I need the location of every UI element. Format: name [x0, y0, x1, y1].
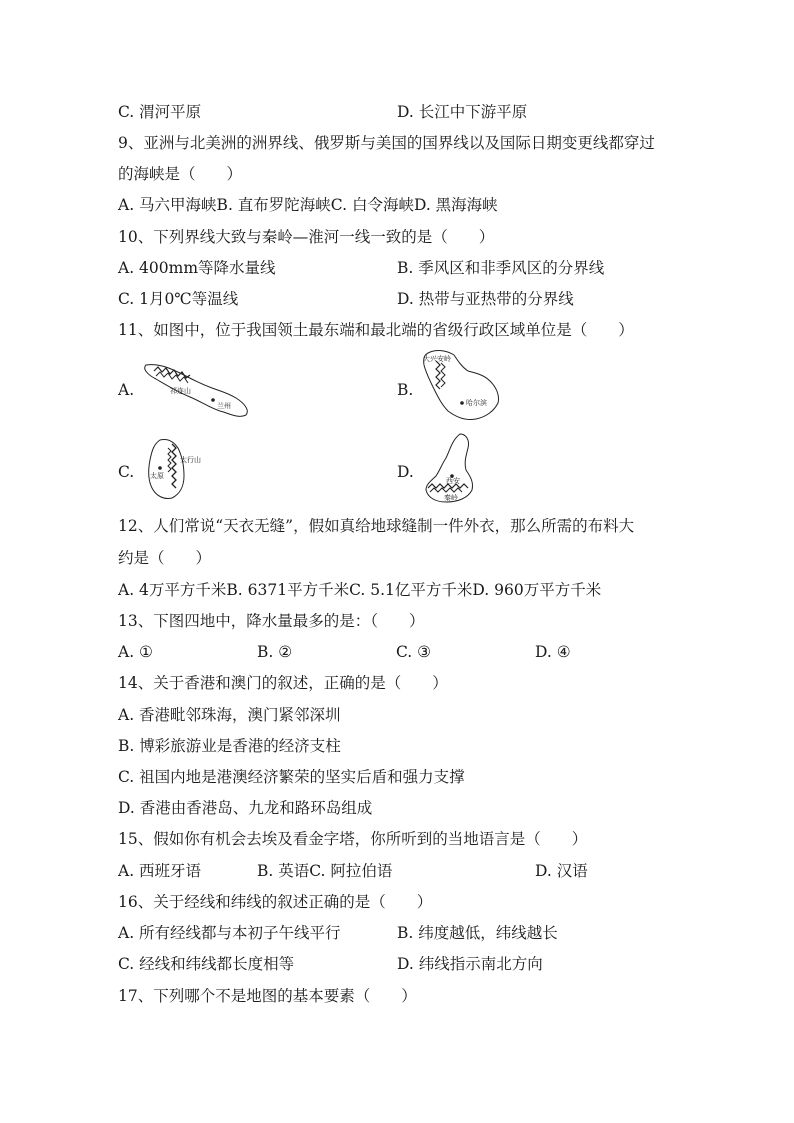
q13-option-a: A. ① — [118, 643, 153, 661]
q12-stem-line2: 约是（ ） — [118, 549, 212, 567]
q15-option-bc: B. 英语C. 阿拉伯语 — [257, 862, 393, 880]
q14-option-b: B. 博彩旅游业是香港的经济支柱 — [118, 737, 341, 755]
q14-option-a: A. 香港毗邻珠海，澳门紧邻深圳 — [118, 706, 341, 724]
q16-option-c: C. 经线和纬线都长度相等 — [118, 955, 295, 973]
map-a-gansu — [140, 355, 255, 420]
q10-option-b: B. 季风区和非季风区的分界线 — [397, 259, 605, 277]
q8-option-d: D. 长江中下游平原 — [397, 103, 528, 121]
map-b-city-label: 哈尔滨 — [466, 399, 487, 407]
map-c-city-label: 太原 — [150, 472, 164, 480]
q17-stem: 17、下列哪个不是地图的基本要素（ ） — [118, 987, 417, 1005]
q13-option-d: D. ④ — [535, 643, 571, 661]
q11-label-b: B. — [397, 381, 414, 399]
q15-stem: 15、假如你有机会去埃及看金字塔，你所听到的当地语言是（ ） — [118, 830, 588, 848]
q10-option-c: C. 1月0℃等温线 — [118, 290, 239, 308]
map-c-shanxi — [140, 436, 201, 502]
q9-stem-line2: 的海峡是（ ） — [118, 165, 243, 183]
q13-option-b: B. ② — [257, 643, 293, 661]
q11-label-d: D. — [397, 463, 414, 481]
q14-option-d: D. 香港由香港岛、九龙和路环岛组成 — [118, 799, 373, 817]
q16-option-b: B. 纬度越低，纬线越长 — [397, 924, 558, 942]
map-a-mountain-label: 祁连山 — [170, 387, 191, 395]
q11-label-a: A. — [118, 381, 135, 399]
q13-stem: 13、下图四地中，降水量最多的是：（ ） — [118, 612, 425, 630]
q12-options: A. 4万平方千米B. 6371平方千米C. 5.1亿平方千米D. 960万平方千米 — [118, 581, 602, 599]
q12-stem-line1: 12、人们常说“天衣无缝”，假如真给地球缝制一件外衣，那么所需的布料大 — [118, 517, 635, 535]
map-a-city-label: 兰州 — [217, 402, 231, 410]
q16-option-a: A. 所有经线都与本初子午线平行 — [118, 924, 341, 942]
q14-stem: 14、关于香港和澳门的叙述，正确的是（ ） — [118, 674, 448, 692]
q11-stem: 11、如图中，位于我国领土最东端和最北端的省级行政区域单位是（ ） — [118, 321, 634, 339]
q10-stem: 10、下列界线大致与秦岭—淮河一线一致的是（ ） — [118, 228, 495, 246]
q14-option-c: C. 祖国内地是港澳经济繁荣的坚实后盾和强力支撑 — [118, 768, 465, 786]
q11-label-c: C. — [118, 463, 135, 481]
q16-stem: 16、关于经线和纬线的叙述正确的是（ ） — [118, 893, 433, 911]
q15-option-d: D. 汉语 — [535, 862, 588, 880]
q10-option-d: D. 热带与亚热带的分界线 — [397, 290, 574, 308]
q9-stem-line1: 9、亚洲与北美洲的洲界线、俄罗斯与美国的国界线以及国际日期变更线都穿过 — [118, 134, 655, 152]
map-c-mountain-label: 太行山 — [180, 456, 201, 464]
q13-option-c: C. ③ — [396, 643, 432, 661]
map-d-shaanxi — [420, 430, 492, 504]
q8-option-c: C. 渭河平原 — [118, 103, 202, 121]
map-d-mountain-label: 秦岭 — [444, 494, 458, 502]
q10-option-a: A. 400mm等降水量线 — [118, 259, 276, 277]
map-d-city-label: 西安 — [446, 477, 460, 485]
q15-option-a: A. 西班牙语 — [118, 862, 202, 880]
q16-option-d: D. 纬线指示南北方向 — [397, 955, 543, 973]
q9-options: A. 马六甲海峡B. 直布罗陀海峡C. 白令海峡D. 黑海海峡 — [118, 196, 498, 214]
map-b-mountain-label: 大兴安岭 — [423, 355, 451, 363]
map-b-heilongjiang — [418, 347, 508, 425]
